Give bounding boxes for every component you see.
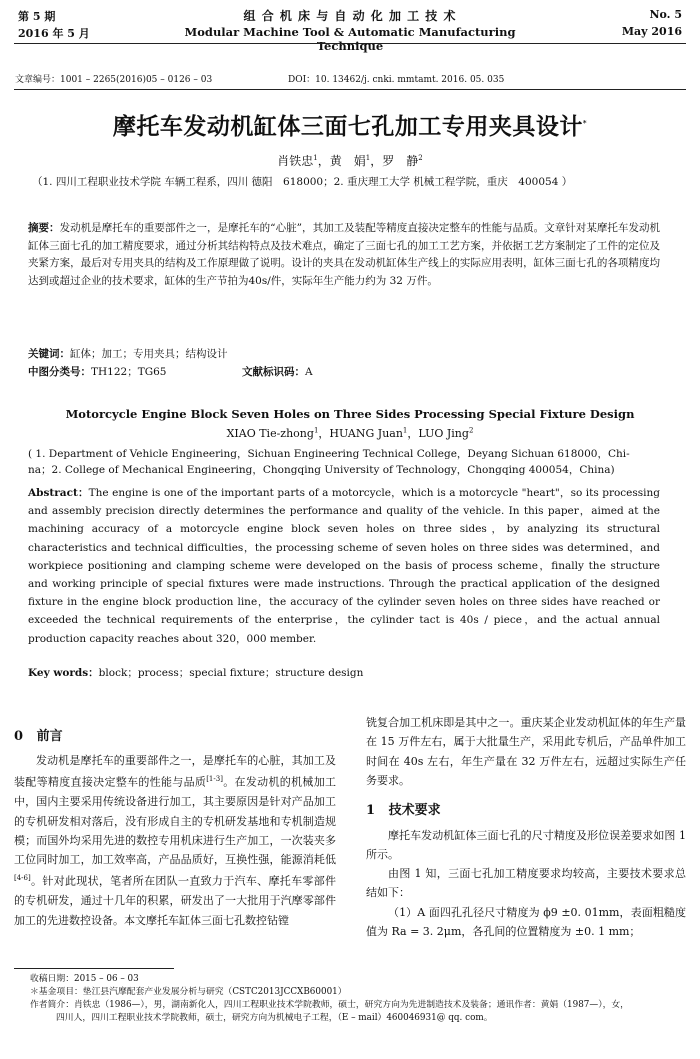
author-3-sup: 2 [418, 154, 423, 162]
section-0-number: 0 [14, 729, 24, 744]
author-en-1: XIAO Tie-zhong [226, 427, 314, 440]
intro-paragraph [14, 751, 336, 930]
issue-date-cn: 2016 年 5 月 [18, 27, 90, 40]
author-en-3: LUO Jing [418, 427, 469, 440]
keywords-en-text: block；process；special fixture；structure design [98, 667, 364, 679]
author-2: 黄 娟 [329, 154, 366, 168]
journal-title-en: Modular Machine Tool & Automatic Manufacturing Technique [184, 25, 516, 53]
right-col-continuation: 铣复合加工机床即是其中之一。重庆某企业发动机缸体的年生产量在 15 万件左右，属于大批量生产，采用此专机后，产品单件加工时间在 40s 左右，年生产量在 32 万件左右，远超过实际生产任务要求。 [366, 716, 686, 787]
affiliation-en-line-2: na；2. College of Mechanical Engineering，Chongqing University of Technology，Chongqing 400054，China) [28, 464, 615, 477]
document-code-value: A [305, 366, 313, 378]
abstract-en-text: The engine is one of the important parts of a motorcycle，which is a motorcycle "heart"，so its processing and assembly precision directly determines the performance and quality of the vehicle. In this paper，aimed at the machining accuracy of a motorcycle engine block seven holes on three sides，by analyzing its structural characteristics and technical difficulties，the processing scheme of seven holes on three sides was determined，and workpiece positioning and clamping scheme were developed on the basis of process scheme，finally the structure and working principle of special fixtures were made instructions. Through the practical application of the designed fixture in the engine block production line，the accuracy of the cylinder seven holes on three sides have reached or exceeded the technical requirements of the enterprise，the cylinder tact is 40s / piece，and the actual annual production capacity reaches about 320，000 member. [28, 487, 660, 645]
footnote-divider [14, 968, 174, 969]
title-footnote-mark: * [582, 118, 588, 128]
classification-code: TH122；TG65 [91, 366, 167, 378]
tech-req-paragraph-1: 摩托车发动机缸体三面七孔的尺寸精度及形位误差要求如图 1 所示。 [366, 829, 686, 862]
abstract-en-label: Abstract： [28, 487, 89, 499]
footnote-author-intro-2: 四川人，四川工程职业技术学院教师，硕士，研究方向为机械电子工程，（E – mail）460046931@ qq. com。 [56, 1013, 493, 1023]
title-cn: 摩托车发动机缸体三面七孔加工专用夹具设计 [112, 113, 583, 140]
author-en-3-sup: 2 [468, 426, 474, 435]
intro-text-b: 。在发动机的机械加工中，国内主要采用传统设备进行加工，其主要原因是针对产品加工的专机研发相对落后，没有形成自主的专机研发基地和专机制造规模；而国外均采用先进的数控专用机床进行生产加工，一次装夹多工位同时加工，加工效率高，产品品质好，互换性强，能源消耗低 [14, 775, 336, 867]
section-1-number: 1 [366, 803, 376, 818]
header-divider [14, 43, 686, 44]
section-1-heading [366, 799, 441, 818]
article-number: 文章编号：1001 – 2265(2016)05 – 0126 – 03 [15, 75, 213, 85]
author-2-sup: 1 [365, 154, 371, 162]
tech-req-paragraph-2: 由图 1 知，三面七孔加工精度要求均较高，主要技术要求总结如下： [366, 867, 686, 900]
meta-divider [14, 89, 686, 90]
document-code [242, 364, 313, 382]
doi: DOI：10. 13462/j. cnki. mmtamt. 2016. 05. 035 [288, 75, 505, 85]
keywords-cn-label: 关键词： [28, 348, 70, 360]
authors-en: XIAO Tie-zhong$^1$，HUANG Juan$^1$，LUO Jing$^2$ [226, 426, 474, 440]
footnote-received: 收稿日期：2015 – 06 – 03 [30, 974, 139, 984]
intro-text-a: 发动机是摩托车的重要部件之一，是摩托车的心脏，其加工及装配等精度直接决定整车的性能与品质 [14, 754, 336, 789]
author-3: 罗 静 [382, 154, 419, 168]
classification-cn [28, 364, 166, 382]
issue-date-en: May 2016 [621, 25, 682, 38]
keywords-cn-text: 缸体；加工；专用夹具；结构设计 [70, 348, 228, 360]
section-1-title: 技术要求 [388, 803, 441, 818]
issue-number-en: No. 5 [649, 8, 682, 21]
keywords-cn [28, 346, 228, 364]
intro-text-c: 。针对此现状，笔者所在团队一直致力于汽车、摩托车零部件的专机研发，通过十几年的积累，研发出了一大批用于汽摩零部件加工的先进数控设备。本文摩托车缸体三面七孔数控钻镗 [14, 875, 336, 927]
affiliation-cn: （1. 四川工程职业技术学院 车辆工程系，四川 德阳 618000；2. 重庆理工大学 机械工程学院，重庆 400054 ） [32, 176, 573, 188]
abstract-cn-text: 发动机是摩托车的重要部件之一，是摩托车的“心脏”，其加工及装配等精度直接决定整车的性能与品质。文章针对某摩托车发动机缸体三面七孔的加工精度要求，通过分析其结构特点及技术难点，确定了三面七孔的加工工艺方案，并依据工艺方案制定了工件的定位及夹紧方案，最后对专用夹具的结构及工作原理做了说明。设计的夹具在发动机缸体生产线上的实际应用表明，缸体三面七孔的各项精度均达到或超过企业的技术要求，缸体的生产节拍为40s/件，实际年生产能力约为 32 万件。 [28, 222, 661, 287]
keywords-en [28, 664, 363, 682]
author-en-2: HUANG Juan [329, 427, 403, 440]
classification-label: 中图分类号： [28, 366, 91, 378]
author-en-2-sup: 1 [402, 426, 408, 435]
document-code-label: 文献标识码： [242, 366, 305, 378]
abstract-cn-label: 摘要： [28, 222, 60, 234]
affiliation-en [28, 446, 664, 479]
keywords-en-label: Key words： [28, 667, 99, 679]
tech-req-item-1: （1）A 面四孔孔径尺寸精度为 ϕ9 ±0. 01mm，表面粗糙度值为 Ra = 3. 2μm，各孔间的位置精度为 ±0. 1 mm； [366, 906, 686, 939]
affiliation-en-line-1: ( 1. Department of Vehicle Engineering，Sichuan Engineering Technical College，Deyang Sichuan 618000，Chi- [28, 448, 630, 460]
author-en-1-sup: 1 [313, 426, 319, 435]
issue-number-cn: 第 5 期 [18, 10, 56, 23]
footnotes [30, 973, 690, 1025]
abstract-cn [28, 220, 660, 290]
author-1: 肖铁忠 [277, 154, 314, 168]
abstract-en [28, 484, 660, 648]
intro-ref-1: [1-3] [206, 775, 223, 784]
authors-cn: 肖铁忠$^1$，黄 娟$^1$，罗 静$^2$ [277, 154, 423, 168]
author-1-sup: 1 [313, 154, 318, 162]
title-en: Motorcycle Engine Block Seven Holes on Three Sides Processing Special Fixture Design [65, 407, 635, 421]
footnote-author-intro-1: 作者简介：肖铁忠（1986—），男，湖南新化人，四川工程职业技术学院教师，硕士，研究方向为先进制造技术及装备；通讯作者：黄娟（1987—），女， [30, 1000, 629, 1010]
journal-title-cn: 组 合 机 床 与 自 动 化 加 工 技 术 [243, 9, 457, 23]
footnote-fund: ＊基金项目：垫江县汽摩配套产业发展分析与研究（CSTC2013JCCXB60001） [30, 987, 347, 997]
section-0-heading [14, 725, 63, 744]
section-0-title: 前言 [36, 729, 63, 744]
page-title [0, 108, 700, 141]
intro-ref-2: [4-6] [14, 874, 31, 883]
